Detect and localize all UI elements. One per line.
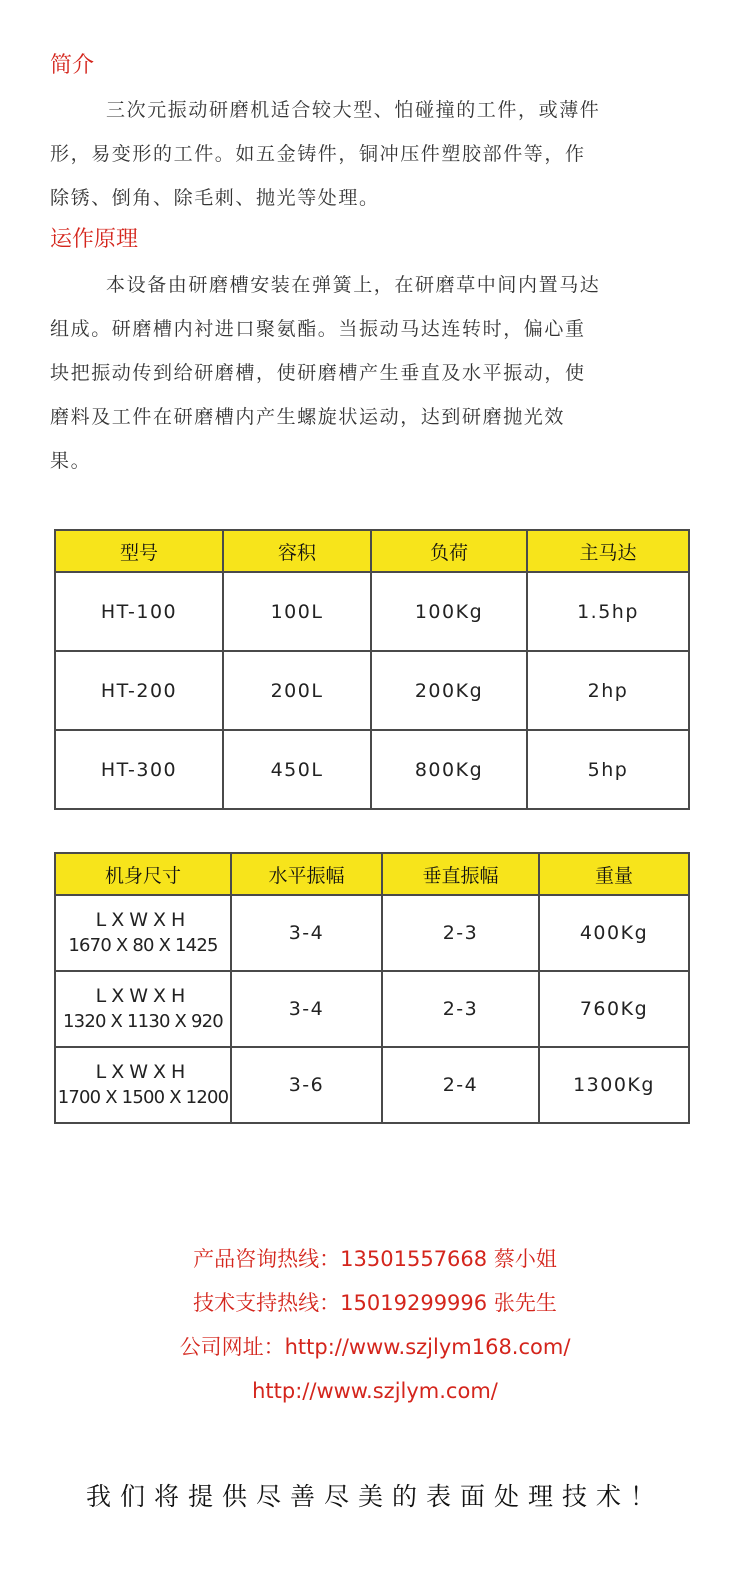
- dim-label: LXWXH: [95, 985, 191, 1007]
- dim-value: 1320 X 1130 X 920: [63, 1011, 223, 1032]
- cell-horizontal: 3-6: [231, 1047, 382, 1123]
- cell-motor: 2hp: [527, 651, 689, 730]
- header-size: 机身尺寸: [55, 853, 231, 895]
- cell-load: 200Kg: [371, 651, 527, 730]
- cell-load: 100Kg: [371, 572, 527, 651]
- cell-horizontal: 3-4: [231, 971, 382, 1047]
- intro-line: 三次元振动研磨机适合较大型、怕碰撞的工件，或薄件: [106, 99, 601, 121]
- principle-line: 果。: [50, 450, 92, 472]
- header-motor: 主马达: [527, 530, 689, 572]
- cell-vertical: 2-3: [382, 895, 539, 971]
- header-weight: 重量: [539, 853, 689, 895]
- header-model: 型号: [55, 530, 223, 572]
- principle-line: 本设备由研磨槽安装在弹簧上，在研磨草中间内置马达: [106, 274, 601, 296]
- intro-line: 除锈、倒角、除毛刺、抛光等处理。: [50, 187, 380, 209]
- principle-line: 磨料及工件在研磨槽内产生螺旋状运动，达到研磨抛光效: [50, 406, 566, 428]
- website-link-secondary[interactable]: http://www.szjlym.com/: [252, 1379, 498, 1403]
- table-row: [55, 651, 689, 730]
- website-link[interactable]: 公司网址：http://www.szjlym168.com/: [179, 1335, 571, 1359]
- header-horizontal-amplitude: 水平振幅: [231, 853, 382, 895]
- cell-vertical: 2-4: [382, 1047, 539, 1123]
- table-row: [55, 730, 689, 809]
- tech-hotline: 技术支持热线：15019299996 张先生: [193, 1291, 557, 1315]
- cell-volume: 200L: [223, 651, 371, 730]
- intro-paragraph: [50, 88, 690, 220]
- principle-heading: 运作原理: [50, 227, 139, 252]
- table-row: [55, 895, 689, 971]
- cell-horizontal: 3-4: [231, 895, 382, 971]
- cell-model: HT-300: [55, 730, 223, 809]
- intro-heading: 简介: [50, 53, 95, 78]
- header-load: 负荷: [371, 530, 527, 572]
- dimension-spec-table: [54, 852, 690, 1124]
- header-vertical-amplitude: 垂直振幅: [382, 853, 539, 895]
- cell-motor: 1.5hp: [527, 572, 689, 651]
- table-row: [55, 572, 689, 651]
- header-volume: 容积: [223, 530, 371, 572]
- principle-line: 块把振动传到给研磨槽，使研磨槽产生垂直及水平振动，使: [50, 362, 586, 384]
- cell-motor: 5hp: [527, 730, 689, 809]
- principle-paragraph: [50, 263, 690, 483]
- cell-weight: 400Kg: [539, 895, 689, 971]
- intro-line: 形，易变形的工件。如五金铸件，铜冲压件塑胶部件等，作: [50, 143, 586, 165]
- cell-weight: 1300Kg: [539, 1047, 689, 1123]
- table-row: [55, 1047, 689, 1123]
- table-header-row: [55, 530, 689, 572]
- dim-label: LXWXH: [95, 909, 191, 931]
- cell-size: [55, 971, 231, 1047]
- slogan: 我们将提供尽善尽美的表面处理技术！: [85, 1482, 664, 1511]
- table-header-row: [55, 853, 689, 895]
- cell-volume: 450L: [223, 730, 371, 809]
- dim-value: 1670 X 80 X 1425: [68, 935, 218, 956]
- cell-volume: 100L: [223, 572, 371, 651]
- sales-hotline: 产品咨询热线：13501557668 蔡小姐: [193, 1247, 557, 1271]
- cell-load: 800Kg: [371, 730, 527, 809]
- table-row: [55, 971, 689, 1047]
- cell-weight: 760Kg: [539, 971, 689, 1047]
- cell-size: [55, 1047, 231, 1123]
- model-spec-table: [54, 529, 690, 810]
- principle-line: 组成。研磨槽内衬进口聚氨酯。当振动马达连转时，偏心重: [50, 318, 586, 340]
- cell-model: HT-100: [55, 572, 223, 651]
- cell-vertical: 2-3: [382, 971, 539, 1047]
- cell-size: [55, 895, 231, 971]
- cell-model: HT-200: [55, 651, 223, 730]
- dim-value: 1700 X 1500 X 1200: [57, 1087, 229, 1108]
- dim-label: LXWXH: [95, 1061, 191, 1083]
